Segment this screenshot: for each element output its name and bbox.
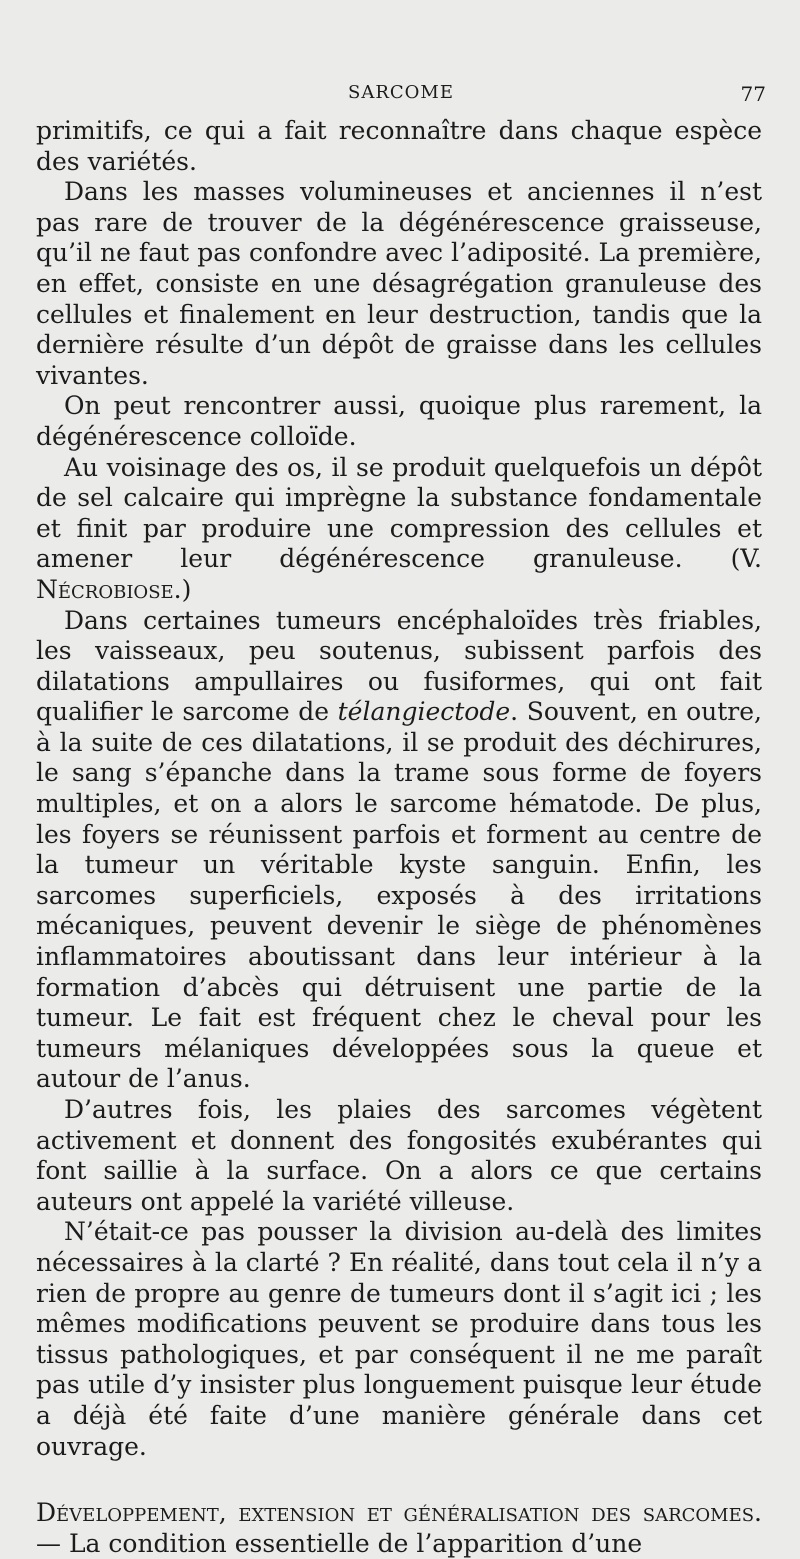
running-title: SARCOME [348, 82, 454, 103]
paragraph-division: N’était-ce pas pousser la division au-delà des limites nécessaires à la clarté ? En réalité, dans tout cela il n’y a rien de propre au genre de tumeurs dont il s’agit ici ; les mêmes modifications peuvent se produire dans tous les tissus pathologiques, et par conséquent il ne me paraît pas utile d’y insister plus longuement puisque leur étude a déjà été faite d’une manière générale dans cet ouvrage. [36, 1217, 762, 1461]
section-paragraph [36, 1498, 762, 1559]
page-body [36, 116, 762, 1559]
paragraph-variete-villeuse: D’autres fois, les plaies des sarcomes végètent activement et donnent des fongosités exubérantes qui font saillie à la surface. On a alors ce que certains auteurs ont appelé la variété villeuse. [36, 1095, 762, 1216]
paragraph-text: Dans certaines tumeurs encéphaloïdes très friables, les vaisseaux, peu soutenus, subissent parfois des dilatations ampullaires ou fusiformes, qui ont fait qualifier le sarcome de [36, 605, 762, 727]
paragraph-depot-calcaire [36, 453, 762, 606]
cross-reference-link: Nécrobiose [36, 574, 174, 604]
page-number: 77 [740, 82, 766, 106]
paragraph-degenerescence-colloide: On peut rencontrer aussi, quoique plus rarement, la dégénérescence colloïde. [36, 391, 762, 451]
paragraph-continued: primitifs, ce qui a fait reconnaître dans chaque espèce des variétés. [36, 116, 762, 176]
running-header [36, 82, 766, 112]
italic-term: télangiectode [337, 697, 511, 727]
paragraph-text: Au voisinage des os, il se produit quelquefois un dépôt de sel calcaire qui imprègne la substance fondamentale et finit par produire une compression des cellules et amener leur dégénérescence granuleuse. (V. [36, 452, 762, 574]
paragraph-text: .) [173, 574, 192, 604]
paragraph-tumeurs-encephaloides [36, 606, 762, 1096]
paragraph-text: . Souvent, en outre, à la suite de ces dilatations, il se produit des déchirures, le sang s’épanche dans la trame sous forme de foyers multiples, et on a alors le sarcome hématode. De plus, les foyers se réunissent parfois et forment au centre de la tumeur un véritable kyste sanguin. Enfin, les sarcomes superficiels, exposés à des irritations mécaniques, peuvent devenir le siège de phénomènes inflammatoires aboutissant dans leur intérieur à la formation d’abcès qui détruisent une partie de la tumeur. Le fait est fréquent chez le cheval pour les tumeurs mélaniques développées sous la queue et autour de l’anus. [36, 697, 762, 1094]
paragraph-degenerescence-graisseuse: Dans les masses volumineuses et anciennes il n’est pas rare de trouver de la dégénérescence graisseuse, qu’il ne faut pas confondre avec l’adiposité. La première, en effet, consiste en une désagrégation granuleuse des cellules et finalement en leur destruction, tandis que la dernière résulte d’un dépôt de graisse dans les cellules vivantes. [36, 177, 762, 390]
section-heading: Développement, extension et généralisation des sarcomes. [36, 1498, 762, 1528]
section-text: — La condition essentielle de l’apparition d’une [36, 1528, 643, 1558]
